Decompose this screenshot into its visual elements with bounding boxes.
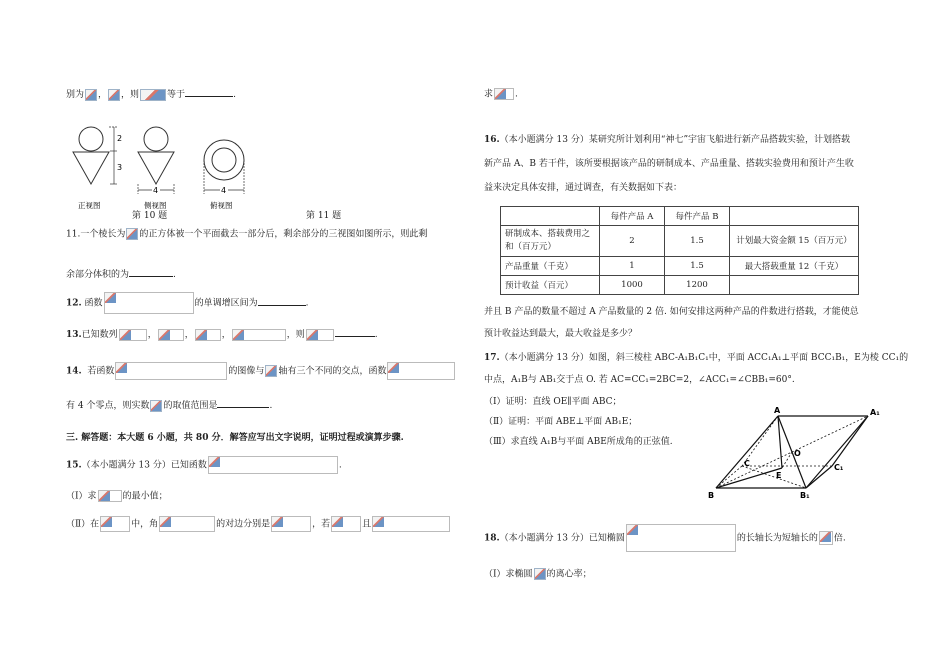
front-view-label: 正视图 — [78, 201, 101, 210]
data-table — [500, 206, 859, 295]
vertex-label: O — [794, 449, 801, 458]
formula-image — [119, 329, 147, 341]
dim-label: 3 — [117, 163, 123, 172]
table-cell: 1000 — [600, 276, 665, 295]
formula-image — [387, 362, 455, 380]
q15-part1: （Ⅰ）求 的最小值； — [66, 491, 168, 502]
q16-line3: 益来决定具体安排，通过调查，有关数据如下表： — [484, 183, 683, 193]
formula-image — [150, 400, 162, 412]
table-cell: 预计收益（百元） — [501, 276, 600, 295]
table-header-cell — [501, 207, 600, 226]
table-header-cell: 每件产品 A — [600, 207, 665, 226]
q10-caption: 第 10 题 — [132, 211, 168, 221]
formula-image — [534, 568, 546, 580]
table-cell — [730, 276, 859, 295]
table-header-cell: 每件产品 B — [665, 207, 730, 226]
formula-image — [626, 524, 736, 552]
table-row — [501, 276, 859, 295]
answer-blank[interactable] — [129, 266, 173, 277]
formula-image — [232, 329, 286, 341]
formula-image — [306, 329, 334, 341]
q14-line1: 14. 若函数 的图像与 轴有三个不同的交点，函数 — [66, 362, 456, 380]
q17-part1: （Ⅰ）证明：直线 OE∥平面 ABC； — [484, 397, 622, 407]
vertex-label: E — [776, 471, 782, 480]
table-cell: 1.5 — [665, 257, 730, 276]
q17-line1: 17.（本小题满分 13 分）如图，斜三棱柱 ABC-A₁B₁C₁中，平面 ACC₁A₁⊥平面 BCC₁B₁，E为棱 CC₁的 — [484, 353, 909, 363]
answer-blank[interactable] — [258, 295, 306, 306]
formula-image — [158, 329, 184, 341]
formula-image — [271, 516, 311, 532]
table-cell: 最大搭载重量 12（千克） — [730, 257, 859, 276]
formula-image — [115, 362, 227, 380]
top-view-label: 俯视图 — [210, 201, 233, 210]
formula-image — [208, 456, 338, 474]
formula-image — [372, 516, 450, 532]
q15-head: 15.（本小题满分 13 分）已知函数 . — [66, 456, 342, 474]
q18-head: 18.（本小题满分 13 分）已知椭圆 的长轴长为短轴长的 倍. — [484, 524, 846, 552]
side-view-label: 侧视图 — [144, 201, 167, 210]
line-top-left: 别为 ， ，则 等于 . — [66, 86, 236, 101]
answer-blank[interactable] — [335, 326, 375, 337]
vertex-label: B₁ — [800, 491, 810, 500]
dim-label: 2 — [117, 134, 123, 143]
vertex-label: A — [774, 406, 781, 415]
q17-part3: （Ⅲ）求直线 A₁B与平面 ABE所成角的正弦值. — [484, 437, 673, 447]
vertex-label: B — [708, 491, 715, 500]
q17-line2: 中点，A₁B与 AB₁交于点 O. 若 AC=CC₁=2BC=2，∠ACC₁=∠CBB₁=60°. — [484, 375, 795, 385]
q16-line1: 16.（本小题满分 13 分）某研究所计划利用“神七”宇宙飞船进行新产品搭载实验，计划搭载 — [484, 135, 851, 145]
formula-image — [100, 516, 130, 532]
answer-blank[interactable] — [185, 86, 233, 97]
q16-after1: 并且 B 产品的数量不超过 A 产品数量的 2 倍. 如何安排这两种产品的件数进行搭载，才能使总 — [484, 307, 859, 317]
q17-part2: （Ⅱ）证明：平面 ABE⊥平面 AB₁E； — [484, 417, 638, 427]
formula-image — [331, 516, 361, 532]
formula-image — [104, 292, 194, 314]
side-view — [138, 127, 174, 210]
formula-image — [126, 228, 138, 240]
q16-line2: 新产品 A、B 若干件，该所要根据该产品的研制成本、产品重量、搭载实验费用和预计产生收 — [484, 159, 854, 169]
table-cell: 产品重量（千克） — [501, 257, 600, 276]
q15-part2: （Ⅱ）在 中，角 的对边分别是 ，若 且 — [66, 516, 451, 532]
table-header-cell — [730, 207, 859, 226]
formula-image — [159, 516, 215, 532]
q14-line2: 有 4 个零点，则实数 的取值范围是 . — [66, 397, 272, 412]
answer-blank[interactable] — [217, 397, 269, 408]
vertex-label: C₁ — [834, 463, 844, 472]
q13-line: 13.已知数列 ， ， ， ，则 . — [66, 326, 378, 341]
table-cell: 1 — [600, 257, 665, 276]
formula-image — [98, 490, 122, 502]
table-header-row — [501, 207, 859, 226]
table-cell: 研制成本、搭载费用之和（百万元） — [501, 226, 600, 257]
prism-figure — [704, 404, 894, 500]
dim-label: 4 — [221, 186, 227, 195]
formula-image — [494, 88, 514, 100]
formula-image — [265, 365, 277, 377]
q18-part1: （Ⅰ）求椭圆 的离心率； — [484, 569, 592, 580]
line-top-right: 求 . — [484, 89, 518, 100]
table-cell: 2 — [600, 226, 665, 257]
formula-image — [140, 89, 166, 101]
formula-image — [85, 89, 97, 101]
q11-line2: 余部分体积的为 . — [66, 266, 176, 281]
top-view — [204, 140, 244, 210]
formula-image — [108, 89, 120, 101]
front-view — [73, 127, 122, 210]
dim-label: 4 — [153, 186, 159, 195]
formula-image — [819, 531, 833, 545]
table-cell: 计划最大资金额 15（百万元） — [730, 226, 859, 257]
q11-caption: 第 11 题 — [306, 211, 342, 221]
section-3-heading: 三. 解答题：本大题 6 小题，共 80 分．解答应写出文字说明，证明过程或演算步骤. — [66, 433, 404, 443]
formula-image — [195, 329, 221, 341]
q16-after2: 预计收益达到最大，最大收益是多少？ — [484, 329, 638, 339]
vertex-label: A₁ — [870, 408, 880, 417]
q12-line: 12. 函数 的单调增区间为 . — [66, 292, 308, 314]
q11-line1: 11.一个棱长为 的正方体被一个平面截去一部分后，剩余部分的三视图如图所示，则此剩 — [66, 229, 428, 240]
table-cell: 1200 — [665, 276, 730, 295]
table-row — [501, 226, 859, 257]
three-view-figure — [64, 120, 264, 222]
table-row — [501, 257, 859, 276]
table-cell: 1.5 — [665, 226, 730, 257]
vertex-label: C — [744, 459, 750, 468]
